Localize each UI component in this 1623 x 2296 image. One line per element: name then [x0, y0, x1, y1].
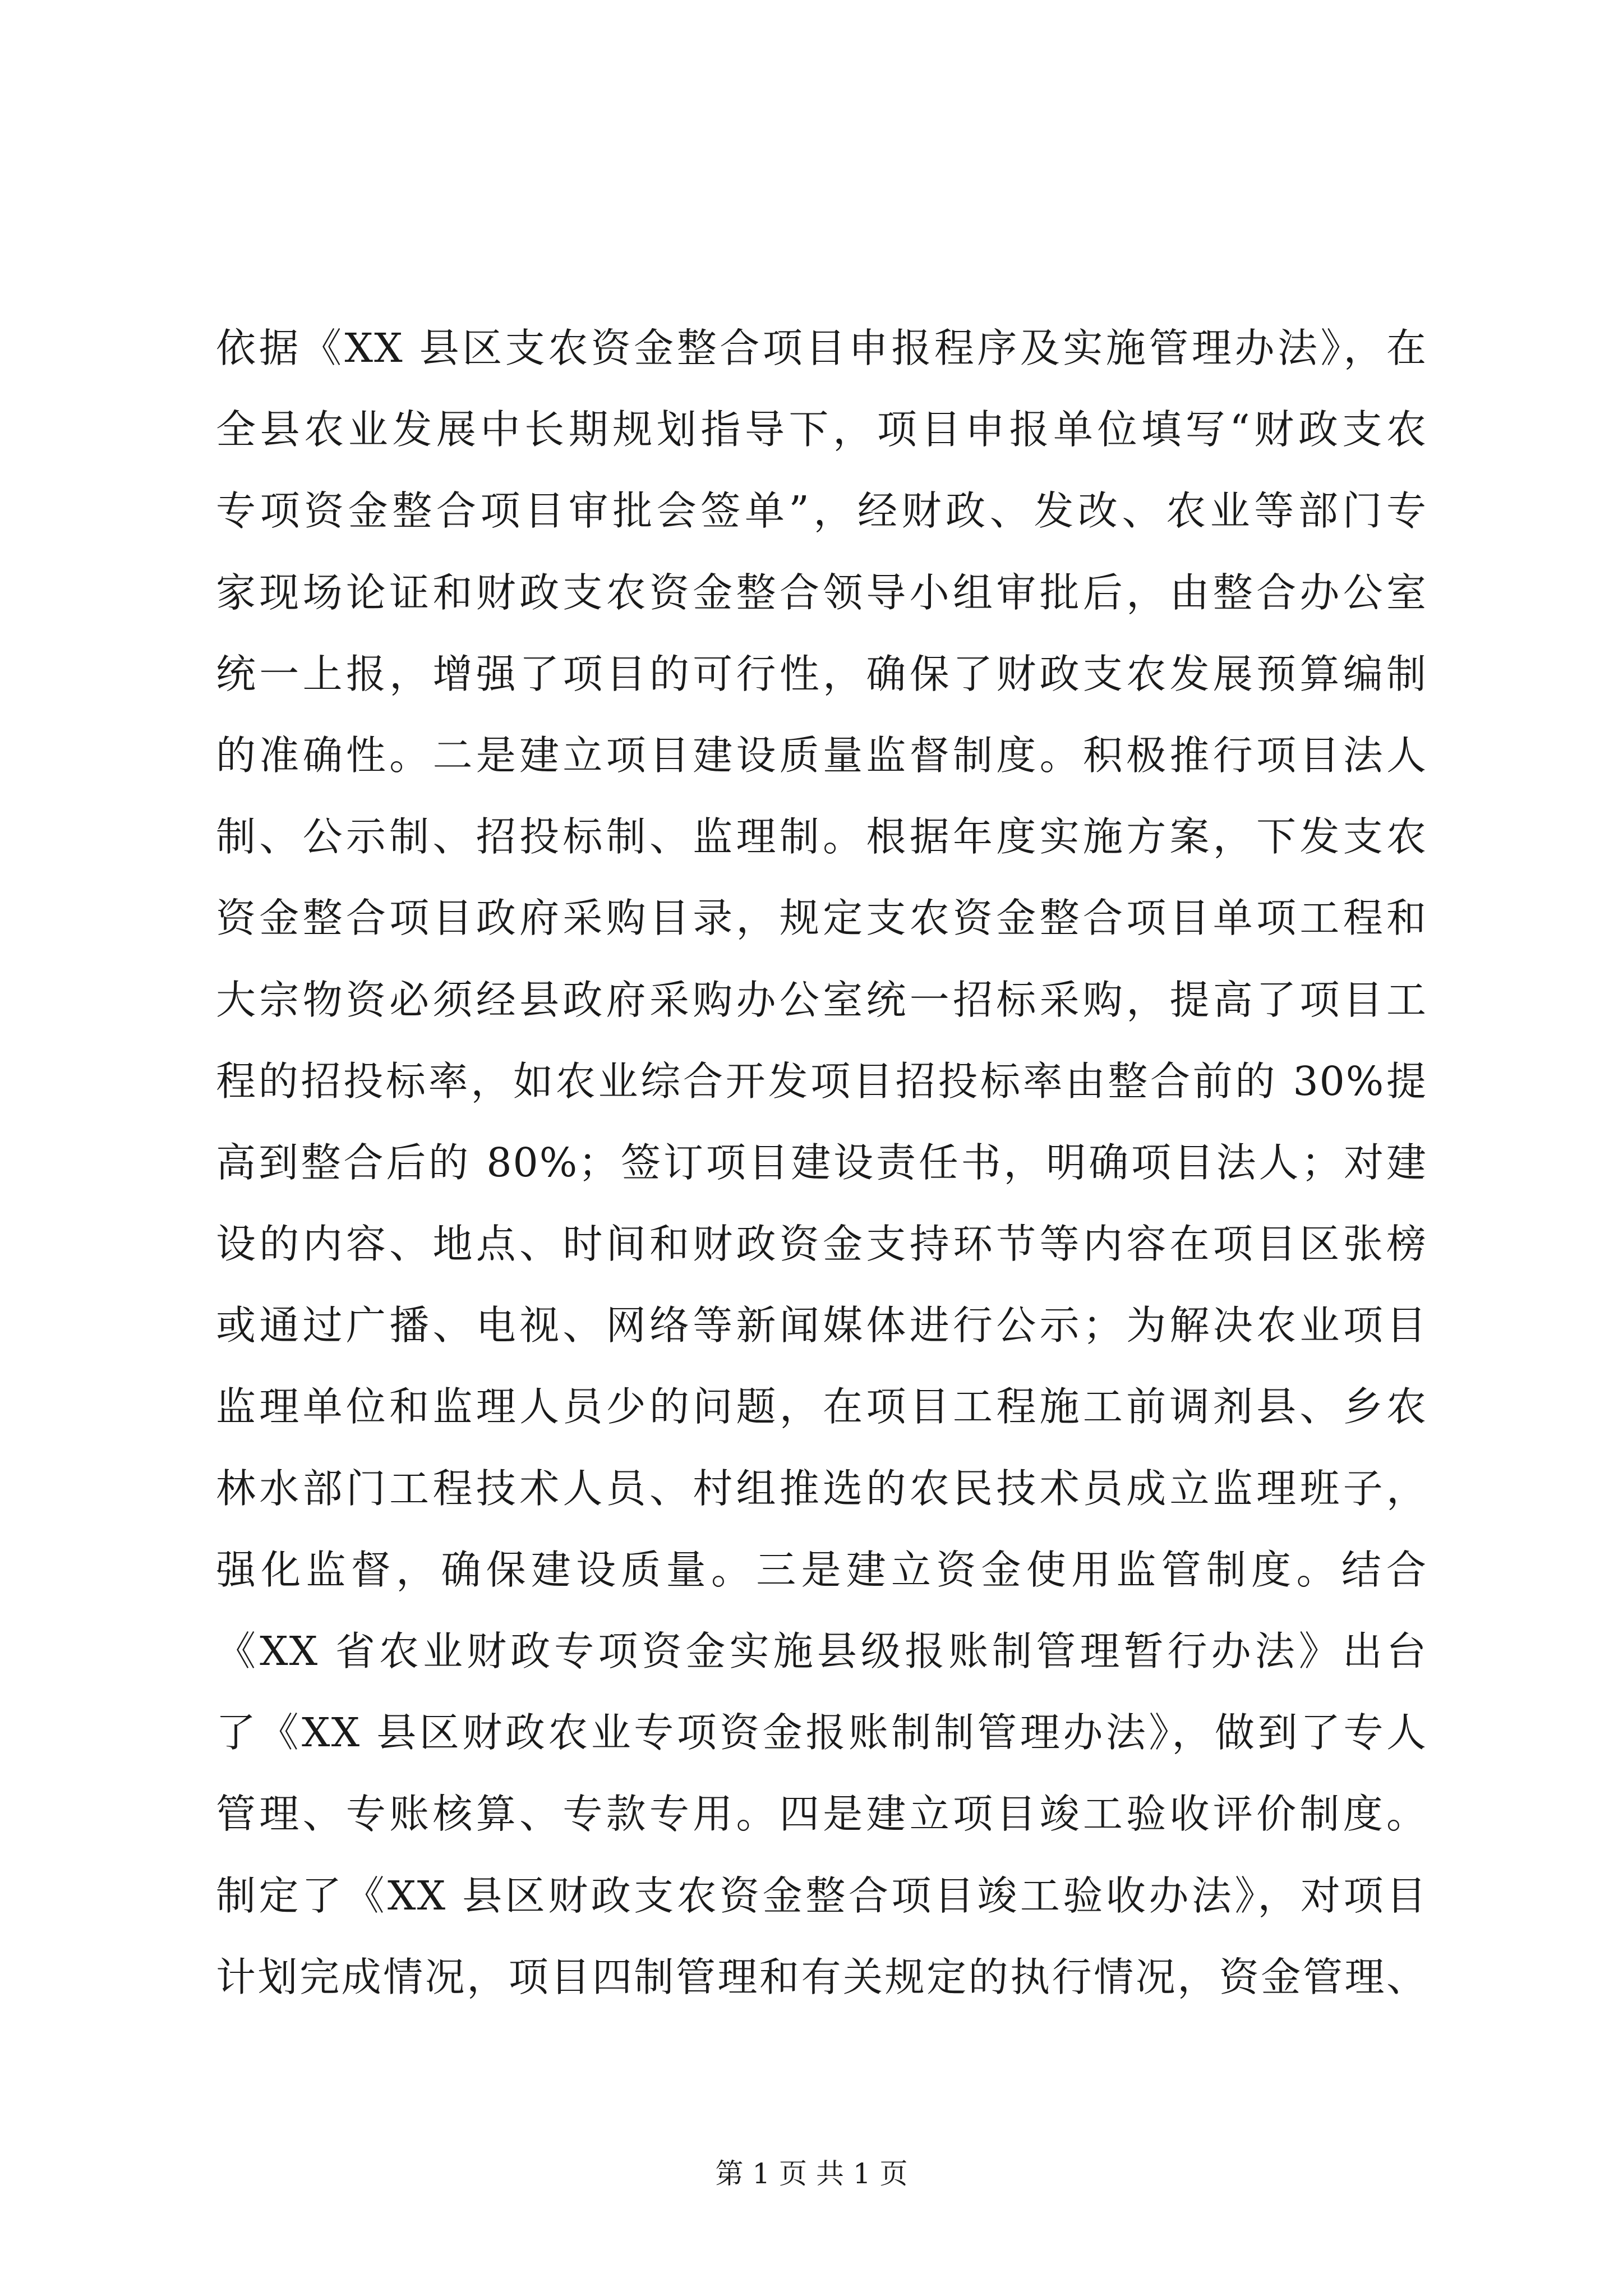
body-text: [216, 307, 1427, 2018]
text-line: 强化监督，确保建设质量。三是建立资金使用监管制度。结合: [216, 1546, 1427, 1593]
text-line: 林水部门工程技术人员、村组推选的农民技术员成立监理班子，: [216, 1465, 1427, 1512]
text-line: 的准确性。二是建立项目建设质量监督制度。积极推行项目法人: [216, 731, 1427, 779]
text-line: 统一上报，增强了项目的可行性，确保了财政支农发展预算编制: [216, 650, 1427, 697]
text-line: 制、公示制、招投标制、监理制。根据年度实施方案，下发支农: [216, 813, 1427, 861]
text-line: 专项资金整合项目审批会签单”，经财政、发改、农业等部门专: [216, 487, 1427, 535]
text-line: 管理、专账核算、专款专用。四是建立项目竣工验收评价制度。: [216, 1791, 1427, 1838]
text-line: 了《XX 县区财政农业专项资金报账制制管理办法》，做到了专人: [216, 1709, 1427, 1756]
text-line: 高到整合后的 80%；签订项目建设责任书，明确项目法人；对建: [216, 1139, 1427, 1186]
text-line: 大宗物资必须经县政府采购办公室统一招标采购，提高了项目工: [216, 976, 1427, 1023]
text-line: 全县农业发展中长期规划指导下，项目申报单位填写“财政支农: [216, 406, 1427, 453]
text-line: 资金整合项目政府采购目录，规定支农资金整合项目单项工程和: [216, 895, 1427, 942]
text-line: 《XX 省农业财政专项资金实施县级报账制管理暂行办法》出台: [216, 1628, 1427, 1674]
text-line: 监理单位和监理人员少的问题，在项目工程施工前调剂县、乡农: [216, 1383, 1427, 1430]
text-line: 或通过广播、电视、网络等新闻媒体进行公示；为解决农业项目: [216, 1302, 1427, 1349]
page-footer: 第 1 页 共 1 页: [715, 2157, 908, 2190]
text-line: 家现场论证和财政支农资金整合领导小组审批后，由整合办公室: [216, 569, 1427, 616]
text-line: 依据《XX 县区支农资金整合项目申报程序及实施管理办法》，在: [216, 325, 1427, 371]
text-line: 制定了《XX 县区财政支农资金整合项目竣工验收办法》，对项目: [216, 1872, 1427, 1919]
text-line: 程的招投标率，如农业综合开发项目招投标率由整合前的 30%提: [216, 1057, 1427, 1105]
text-line: 计划完成情况，项目四制管理和有关规定的执行情况，资金管理、: [216, 1953, 1427, 2000]
text-line: 设的内容、地点、时间和财政资金支持环节等内容在项目区张榜: [216, 1221, 1427, 1268]
